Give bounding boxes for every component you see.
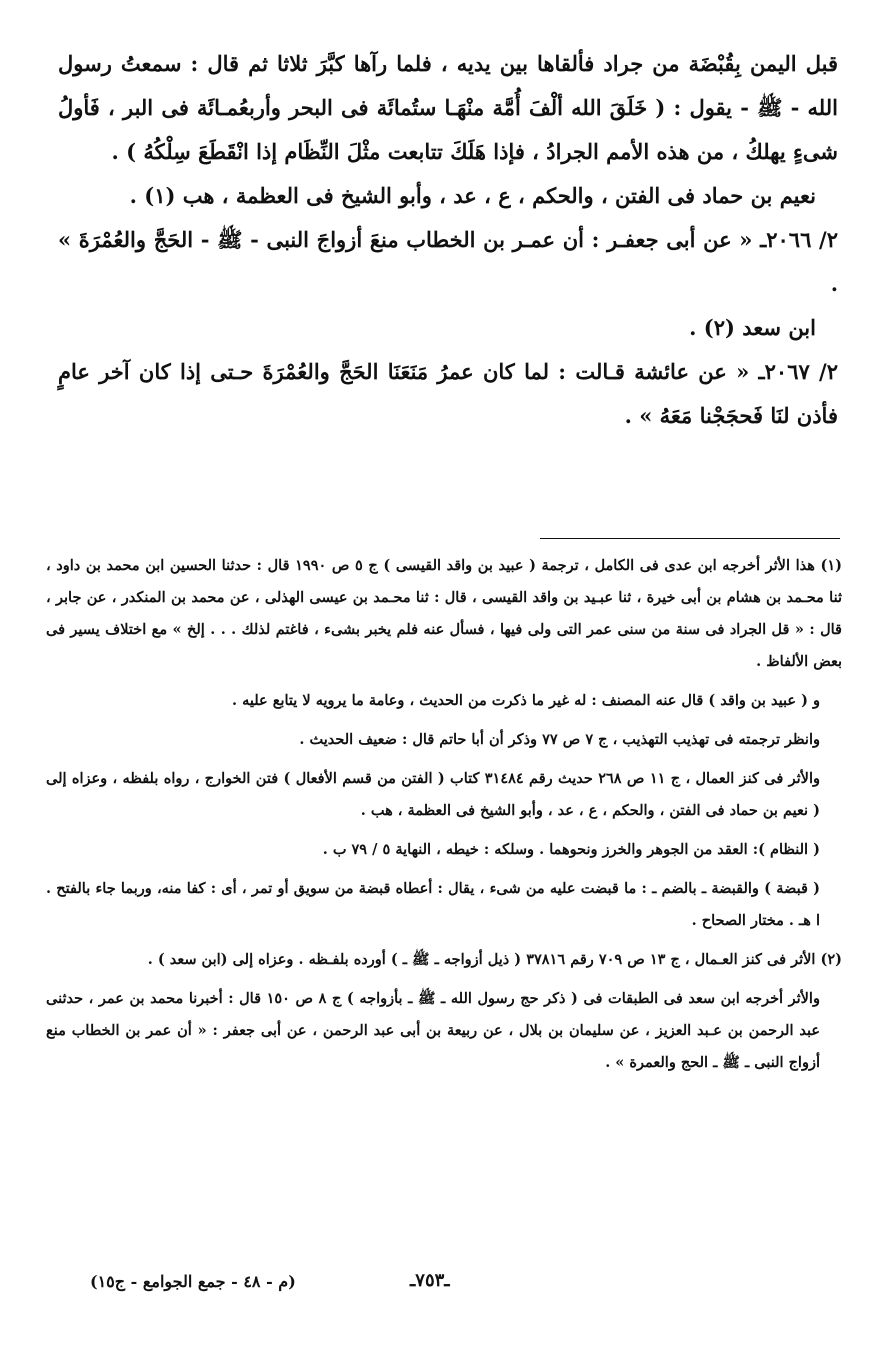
footnote-1-ubaid: و ( عبيد بن واقد ) قال عنه المصنف : له غير ما ذكرت من الحديث ، وعامة ما يرويه لا يتابع عليه . xyxy=(232,692,820,709)
main-text xyxy=(58,42,838,438)
page-number: ـ٧٥٣ـ xyxy=(410,1270,450,1291)
footnote-2-tabaqat: والأثر أخرجه ابن سعد فى الطبقات فى ( ذكر حج رسول الله ـ ﷺ ـ بأزواجه ) ج ٨ ص ١٥٠ قال : أخبرنا محمد بن عمر ، حدثنى عبد الرحمن بن عـبد العزيز ، عن سليمان بن بلال ، عن ربيعة بن أبى عبد الرحمن ، عن أبى جعفر : « أن عمر بن الخطاب منع أزواج النبى ـ ﷺ ـ الحج والعمرة » . xyxy=(46,990,820,1071)
footnote-1-tahdhib: وانظر ترجمته فى تهذيب التهذيب ، ج ٧ ص ٧٧ وذكر أن أبا حاتم قال : ضعيف الحديث . xyxy=(299,731,820,748)
hadith-2067: ٢/ ٢٠٦٧ـ « عن عائشة قـالت : لما كان عمرُ مَنَعَنَا الحَجَّ والعُمْرَةَ حـتى إذا كان آخر عامٍ فأذن لنَا فَحجَجْنا مَعَهُ » . xyxy=(58,359,838,428)
main-paragraph-1: قبل اليمن بِقُبْضَة من جراد فألقاها بين يديه ، فلما رآها كبَّرَ ثلاثا ثم قال : سمعتُ رسول الله - ﷺ - يقول : ( خَلَقَ الله ألْفَ أُمَّة منْهَـا ستُمائَة فى البحر وأربعُمـائَة فى البر ، فَأولُ شىءٍ يهلكُ ، من هذه الأمم الجرادُ ، فإذا هَلَكَ تتابعت مثْلَ النِّظَام إذا انْقَطَعَ سِلْكُهُ ) . xyxy=(58,51,838,164)
footnote-divider xyxy=(540,538,840,539)
printer-signature: (م - ٤٨ - جمع الجوامع - ج١٥) xyxy=(90,1272,296,1291)
footnote-2: (٢) الأثر فى كنز العـمال ، ج ١٣ ص ٧٠٩ رقم ٣٧٨١٦ ( ذيل أزواجه ـ ﷺ ـ ) أورده بلفـظه . وعزاه إلى (ابن سعد ) . xyxy=(147,951,842,968)
footnote-1-kanz: والأثر فى كنز العمال ، ج ١١ ص ٢٦٨ حديث رقم ٣١٤٨٤ كتاب ( الفتن من قسم الأفعال ) فتن الخوارج ، رواه بلفظه ، وعزاه إلى ( نعيم بن حماد فى الفتن ، والحكم ، ع ، عد ، وأبو الشيخ فى العظمة ، هب . xyxy=(46,770,820,819)
hadith-2066: ٢/ ٢٠٦٦ـ « عن أبى جعفـر : أن عمـر بن الخطاب منعَ أزواجَ النبى - ﷺ - الحَجَّ والعُمْرَةَ » . xyxy=(58,227,839,296)
footnote-1: (١) هذا الأثر أخرجه ابن عدى فى الكامل ، ترجمة ( عبيد بن واقد القيسى ) ج ٥ ص ١٩٩٠ قال : حدثنا الحسين ابن محمد بن داود ، ثنا محـمد بن هشام بن أبى خيرة ، ثنا عبـيد بن واقد القيسى ، قال : ثنا محـمد بن عيسى الهذلى ، عن محمد بن المنكدر ، عن جابر ، قال : « قل الجراد فى سنة من سنى عمر التى ولى فيها ، فسأل عنه فلم يخبر بشىء ، فاغتم لذلك . . . إلخ » مع اختلاف يسير فى بعض الألفاظ . xyxy=(46,557,842,670)
footnote-1-qubda: ( قبضة ) والقبضة ـ بالضم ـ : ما قبضت عليه من شىء ، يقال : أعطاه قبضة من سويق أو تمر ، أى : كفا منه، وربما جاء بالفتح . ا هـ . مختار الصحاح . xyxy=(46,880,820,929)
source-reference-1: نعيم بن حماد فى الفتن ، والحكم ، ع ، عد ، وأبو الشيخ فى العظمة ، هب (١) . xyxy=(129,183,816,208)
page-footer xyxy=(60,1270,840,1304)
source-reference-2: ابن سعد (٢) . xyxy=(689,315,816,340)
footnotes xyxy=(46,550,842,1086)
footnote-1-nizam: ( النظام ): العقد من الجوهر والخرز ونحوهما . وسلكه : خيطه ، النهاية ٥ / ٧٩ ب . xyxy=(322,841,820,858)
